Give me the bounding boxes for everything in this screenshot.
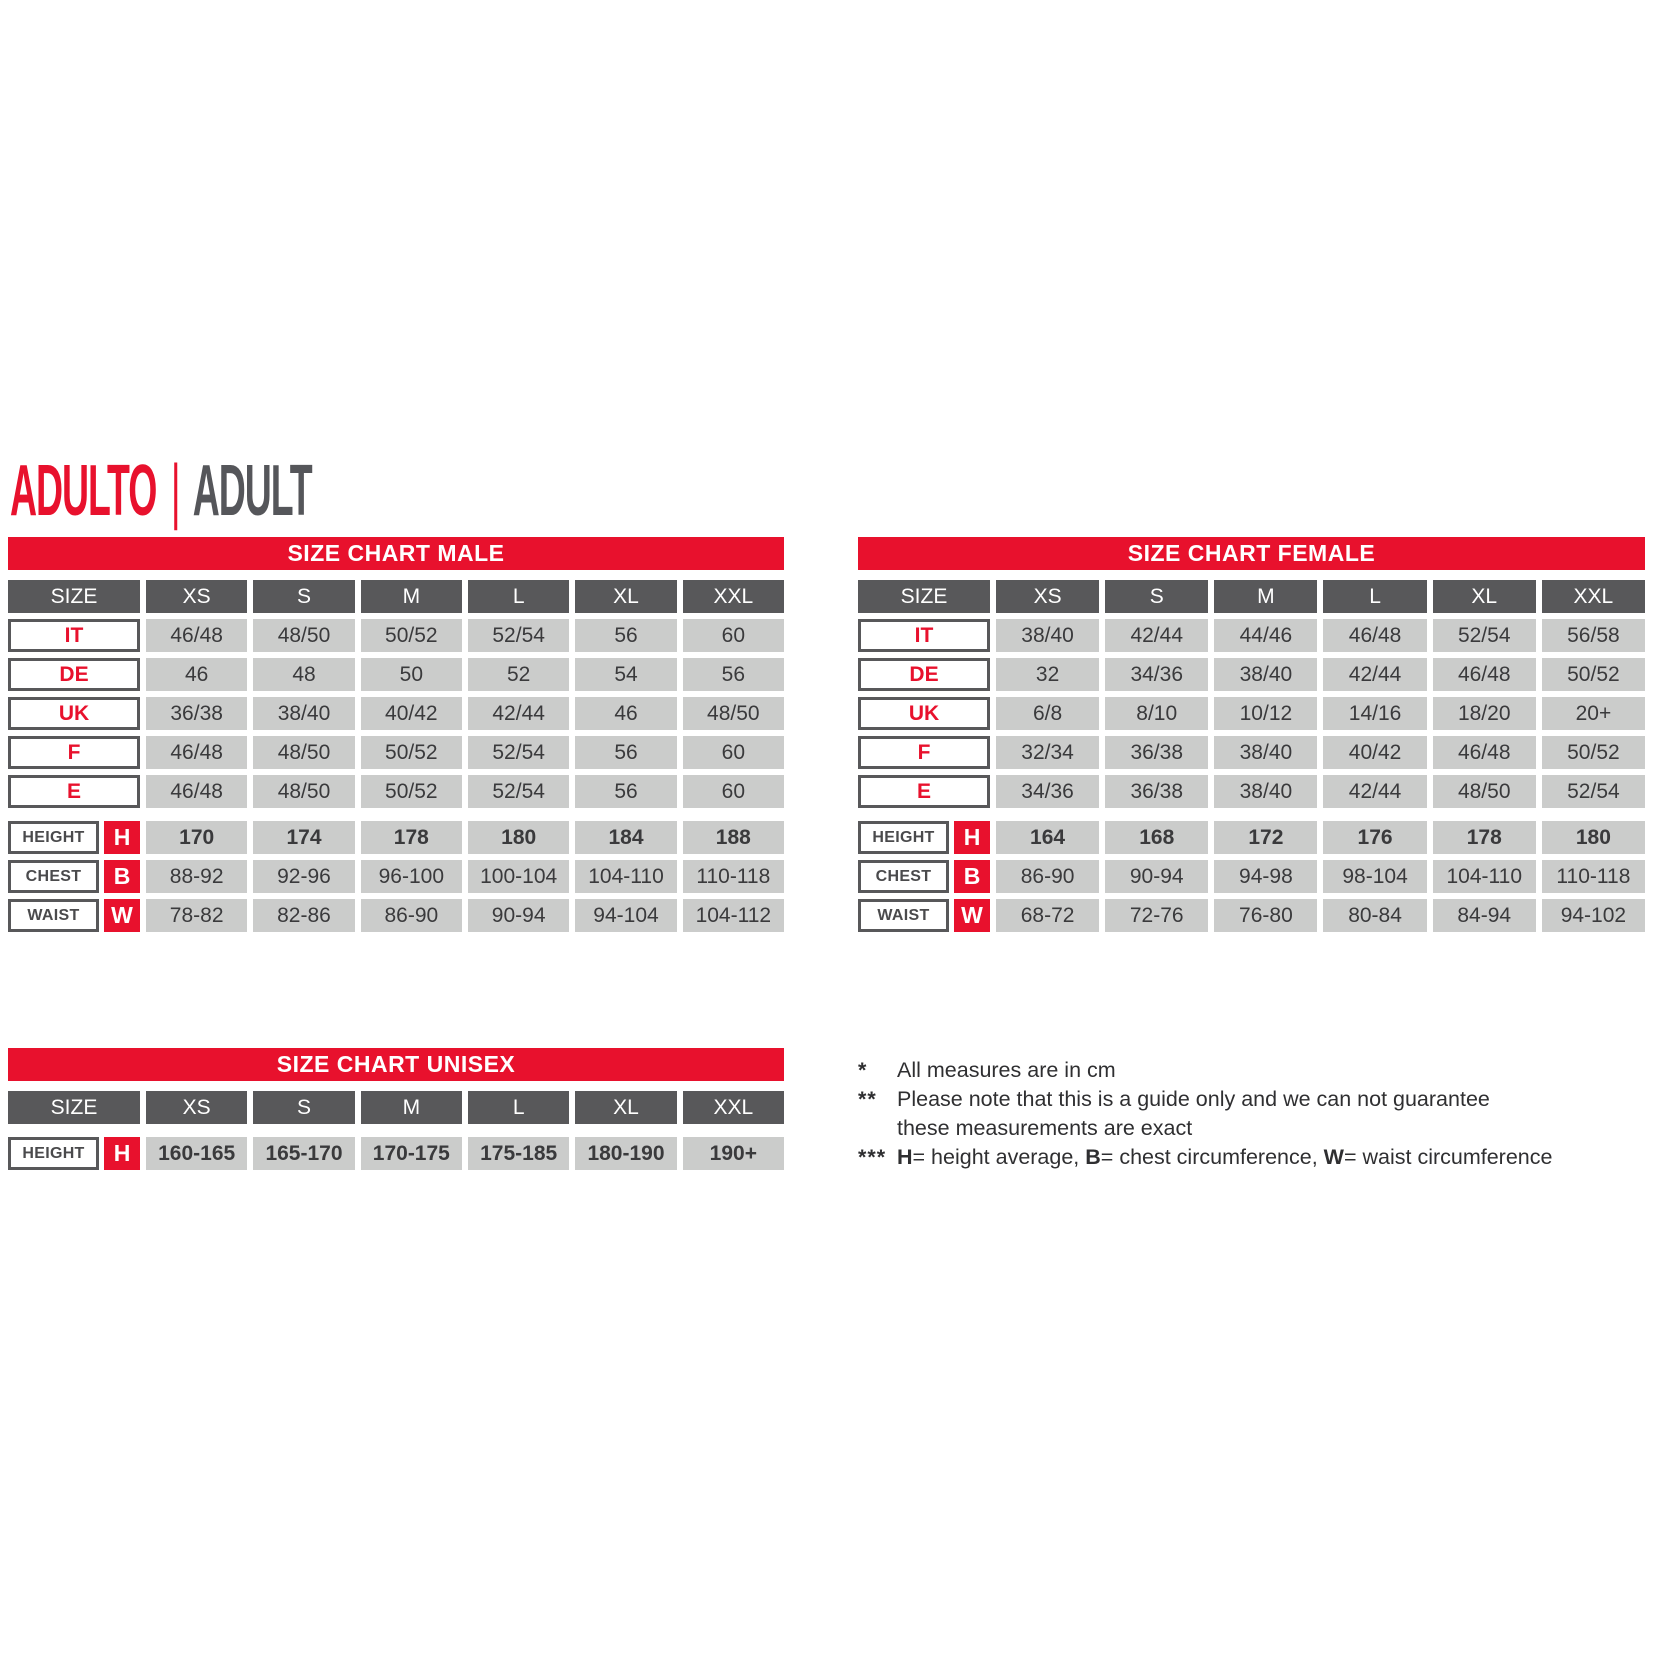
size-value-cell: 32 [996, 658, 1099, 691]
measure-row-label-chest [8, 860, 140, 893]
table-grid [8, 1091, 784, 1124]
measure-value-cell: 176 [1323, 821, 1426, 854]
measure-value-cell: 94-104 [575, 899, 676, 932]
table-grid [8, 580, 784, 808]
footnote-key-letter: W [1323, 1145, 1344, 1169]
size-header-cell: SIZE [8, 1091, 140, 1124]
size-value-cell: 54 [575, 658, 676, 691]
size-value-cell: 50/52 [1542, 658, 1645, 691]
column-header-s: S [253, 1091, 354, 1124]
column-header-xs: XS [146, 1091, 247, 1124]
size-value-cell: 50/52 [361, 736, 462, 769]
size-value-cell: 36/38 [1105, 775, 1208, 808]
size-value-cell: 42/44 [1323, 775, 1426, 808]
measure-letter-badge-h: H [954, 821, 990, 854]
row-label-uk: UK [858, 697, 990, 730]
size-value-cell: 50/52 [361, 775, 462, 808]
size-value-cell: 46/48 [146, 619, 247, 652]
footnote-marker: *** [858, 1145, 887, 1169]
measure-grid [8, 821, 784, 932]
measure-value-cell: 180-190 [575, 1137, 676, 1170]
measure-letter-badge-w: W [954, 899, 990, 932]
size-value-cell: 18/20 [1433, 697, 1536, 730]
measure-value-cell: 78-82 [146, 899, 247, 932]
size-value-cell: 56/58 [1542, 619, 1645, 652]
column-header-xl: XL [575, 1091, 676, 1124]
measure-value-cell: 104-112 [683, 899, 784, 932]
measure-value-cell: 184 [575, 821, 676, 854]
column-header-m: M [361, 580, 462, 613]
size-value-cell: 48/50 [683, 697, 784, 730]
measure-value-cell: 174 [253, 821, 354, 854]
measure-row-label-height [8, 1137, 140, 1170]
column-header-xl: XL [575, 580, 676, 613]
measure-value-cell: 86-90 [361, 899, 462, 932]
size-value-cell: 48/50 [1433, 775, 1536, 808]
row-label-de: DE [858, 658, 990, 691]
size-value-cell: 42/44 [468, 697, 569, 730]
size-value-cell: 56 [575, 619, 676, 652]
measure-value-cell: 82-86 [253, 899, 354, 932]
measure-value-cell: 72-76 [1105, 899, 1208, 932]
measure-value-cell: 175-185 [468, 1137, 569, 1170]
size-value-cell: 44/46 [1214, 619, 1317, 652]
size-value-cell: 48/50 [253, 619, 354, 652]
size-value-cell: 52/54 [1542, 775, 1645, 808]
measure-value-cell: 110-118 [1542, 860, 1645, 893]
size-value-cell: 38/40 [253, 697, 354, 730]
size-value-cell: 20+ [1542, 697, 1645, 730]
column-header-s: S [1105, 580, 1208, 613]
measure-grid [858, 821, 1645, 932]
row-label-f: F [8, 736, 140, 769]
column-header-m: M [361, 1091, 462, 1124]
column-header-s: S [253, 580, 354, 613]
size-value-cell: 52/54 [468, 736, 569, 769]
size-value-cell: 8/10 [1105, 697, 1208, 730]
footnote-2 [858, 1085, 1648, 1143]
footnote-key-letter: B [1085, 1145, 1101, 1169]
measure-value-cell: 80-84 [1323, 899, 1426, 932]
table-title-bar: SIZE CHART UNISEX [8, 1048, 784, 1081]
measure-row-label-waist [858, 899, 990, 932]
page-title [10, 452, 312, 532]
row-label-f: F [858, 736, 990, 769]
column-header-l: L [468, 580, 569, 613]
column-header-xs: XS [996, 580, 1099, 613]
row-label-de: DE [8, 658, 140, 691]
column-header-l: L [468, 1091, 569, 1124]
size-value-cell: 40/42 [1323, 736, 1426, 769]
measure-value-cell: 98-104 [1323, 860, 1426, 893]
size-value-cell: 46 [146, 658, 247, 691]
table-title-bar: SIZE CHART FEMALE [858, 537, 1645, 570]
column-header-xxl: XXL [683, 1091, 784, 1124]
measure-value-cell: 96-100 [361, 860, 462, 893]
size-value-cell: 52/54 [468, 775, 569, 808]
size-value-cell: 42/44 [1323, 658, 1426, 691]
measure-row-label-height [858, 821, 990, 854]
size-value-cell: 38/40 [1214, 658, 1317, 691]
measure-label-height: HEIGHT [8, 821, 99, 854]
measure-value-cell: 188 [683, 821, 784, 854]
measure-value-cell: 178 [1433, 821, 1536, 854]
measure-grid [8, 1137, 784, 1170]
row-label-e: E [858, 775, 990, 808]
measure-value-cell: 92-96 [253, 860, 354, 893]
size-value-cell: 52 [468, 658, 569, 691]
size-value-cell: 46/48 [146, 736, 247, 769]
measure-letter-badge-b: B [104, 860, 140, 893]
measure-letter-badge-w: W [104, 899, 140, 932]
measure-row-label-chest [858, 860, 990, 893]
size-value-cell: 48 [253, 658, 354, 691]
measure-label-chest: CHEST [858, 860, 949, 893]
size-value-cell: 56 [575, 736, 676, 769]
measure-row-label-height [8, 821, 140, 854]
size-value-cell: 56 [683, 658, 784, 691]
footnote-line: Please note that this is a guide only and we can not guarantee [897, 1087, 1490, 1111]
measure-letter-badge-b: B [954, 860, 990, 893]
measure-value-cell: 94-102 [1542, 899, 1645, 932]
size-value-cell: 42/44 [1105, 619, 1208, 652]
measure-value-cell: 104-110 [1433, 860, 1536, 893]
measure-value-cell: 110-118 [683, 860, 784, 893]
size-value-cell: 48/50 [253, 775, 354, 808]
column-header-m: M [1214, 580, 1317, 613]
footnote-line: these measurements are exact [897, 1116, 1193, 1140]
size-value-cell: 50/52 [361, 619, 462, 652]
measure-label-chest: CHEST [8, 860, 99, 893]
row-label-it: IT [858, 619, 990, 652]
measure-value-cell: 76-80 [1214, 899, 1317, 932]
measure-value-cell: 104-110 [575, 860, 676, 893]
size-value-cell: 14/16 [1323, 697, 1426, 730]
size-chart-unisex-table [8, 1048, 784, 1170]
measure-value-cell: 180 [468, 821, 569, 854]
size-chart-female-table [858, 537, 1645, 932]
footnote-text [897, 1143, 1648, 1172]
measure-value-cell: 180 [1542, 821, 1645, 854]
measure-label-height: HEIGHT [8, 1137, 99, 1170]
measure-value-cell: 170 [146, 821, 247, 854]
measure-value-cell: 172 [1214, 821, 1317, 854]
row-label-it: IT [8, 619, 140, 652]
measure-value-cell: 164 [996, 821, 1099, 854]
measure-value-cell: 86-90 [996, 860, 1099, 893]
size-value-cell: 56 [575, 775, 676, 808]
size-header-cell: SIZE [858, 580, 990, 613]
size-value-cell: 40/42 [361, 697, 462, 730]
measure-label-waist: WAIST [8, 899, 99, 932]
size-value-cell: 38/40 [1214, 736, 1317, 769]
column-header-l: L [1323, 580, 1426, 613]
table-title-bar: SIZE CHART MALE [8, 537, 784, 570]
column-header-xl: XL [1433, 580, 1536, 613]
column-header-xxl: XXL [1542, 580, 1645, 613]
size-value-cell: 46/48 [146, 775, 247, 808]
measure-value-cell: 68-72 [996, 899, 1099, 932]
page-title-separator: | [170, 451, 180, 531]
footnote-3 [858, 1143, 1648, 1172]
footnote-text [897, 1085, 1648, 1143]
size-value-cell: 38/40 [996, 619, 1099, 652]
measure-value-cell: 160-165 [146, 1137, 247, 1170]
page-title-primary: ADULTO [10, 451, 157, 531]
footnote-marker: * [858, 1058, 868, 1082]
measure-value-cell: 84-94 [1433, 899, 1536, 932]
footnote-segment: = waist circumference [1343, 1145, 1553, 1169]
table-grid [858, 580, 1645, 808]
size-value-cell: 46/48 [1433, 736, 1536, 769]
size-value-cell: 46/48 [1323, 619, 1426, 652]
size-value-cell: 10/12 [1214, 697, 1317, 730]
row-label-e: E [8, 775, 140, 808]
footnote-marker: ** [858, 1087, 877, 1111]
size-value-cell: 60 [683, 619, 784, 652]
size-value-cell: 46/48 [1433, 658, 1536, 691]
footnote-segment: = chest circumference, [1100, 1145, 1324, 1169]
size-chart-male-table [8, 537, 784, 932]
page-title-secondary: ADULT [192, 451, 312, 531]
size-value-cell: 52/54 [468, 619, 569, 652]
size-header-cell: SIZE [8, 580, 140, 613]
measure-label-waist: WAIST [858, 899, 949, 932]
footnote-segment: = height average, [912, 1145, 1086, 1169]
measure-value-cell: 170-175 [361, 1137, 462, 1170]
size-value-cell: 34/36 [1105, 658, 1208, 691]
footnote-line: All measures are in cm [897, 1058, 1116, 1082]
measure-value-cell: 90-94 [1105, 860, 1208, 893]
size-value-cell: 50/52 [1542, 736, 1645, 769]
measure-letter-badge-h: H [104, 821, 140, 854]
size-value-cell: 38/40 [1214, 775, 1317, 808]
size-value-cell: 32/34 [996, 736, 1099, 769]
size-value-cell: 36/38 [1105, 736, 1208, 769]
size-value-cell: 46 [575, 697, 676, 730]
size-value-cell: 50 [361, 658, 462, 691]
footnote-1 [858, 1056, 1648, 1085]
measure-label-height: HEIGHT [858, 821, 949, 854]
measure-value-cell: 94-98 [1214, 860, 1317, 893]
size-value-cell: 6/8 [996, 697, 1099, 730]
size-value-cell: 34/36 [996, 775, 1099, 808]
footnote-text [897, 1056, 1648, 1085]
size-value-cell: 36/38 [146, 697, 247, 730]
measure-letter-badge-h: H [104, 1137, 140, 1170]
footnote-key-letter: H [897, 1145, 913, 1169]
measure-value-cell: 168 [1105, 821, 1208, 854]
measure-value-cell: 178 [361, 821, 462, 854]
size-value-cell: 48/50 [253, 736, 354, 769]
measure-value-cell: 100-104 [468, 860, 569, 893]
measure-value-cell: 165-170 [253, 1137, 354, 1170]
measure-value-cell: 190+ [683, 1137, 784, 1170]
measure-row-label-waist [8, 899, 140, 932]
column-header-xs: XS [146, 580, 247, 613]
measure-value-cell: 88-92 [146, 860, 247, 893]
measure-value-cell: 90-94 [468, 899, 569, 932]
footnotes [858, 1056, 1648, 1172]
size-value-cell: 60 [683, 736, 784, 769]
row-label-uk: UK [8, 697, 140, 730]
size-value-cell: 60 [683, 775, 784, 808]
column-header-xxl: XXL [683, 580, 784, 613]
size-value-cell: 52/54 [1433, 619, 1536, 652]
